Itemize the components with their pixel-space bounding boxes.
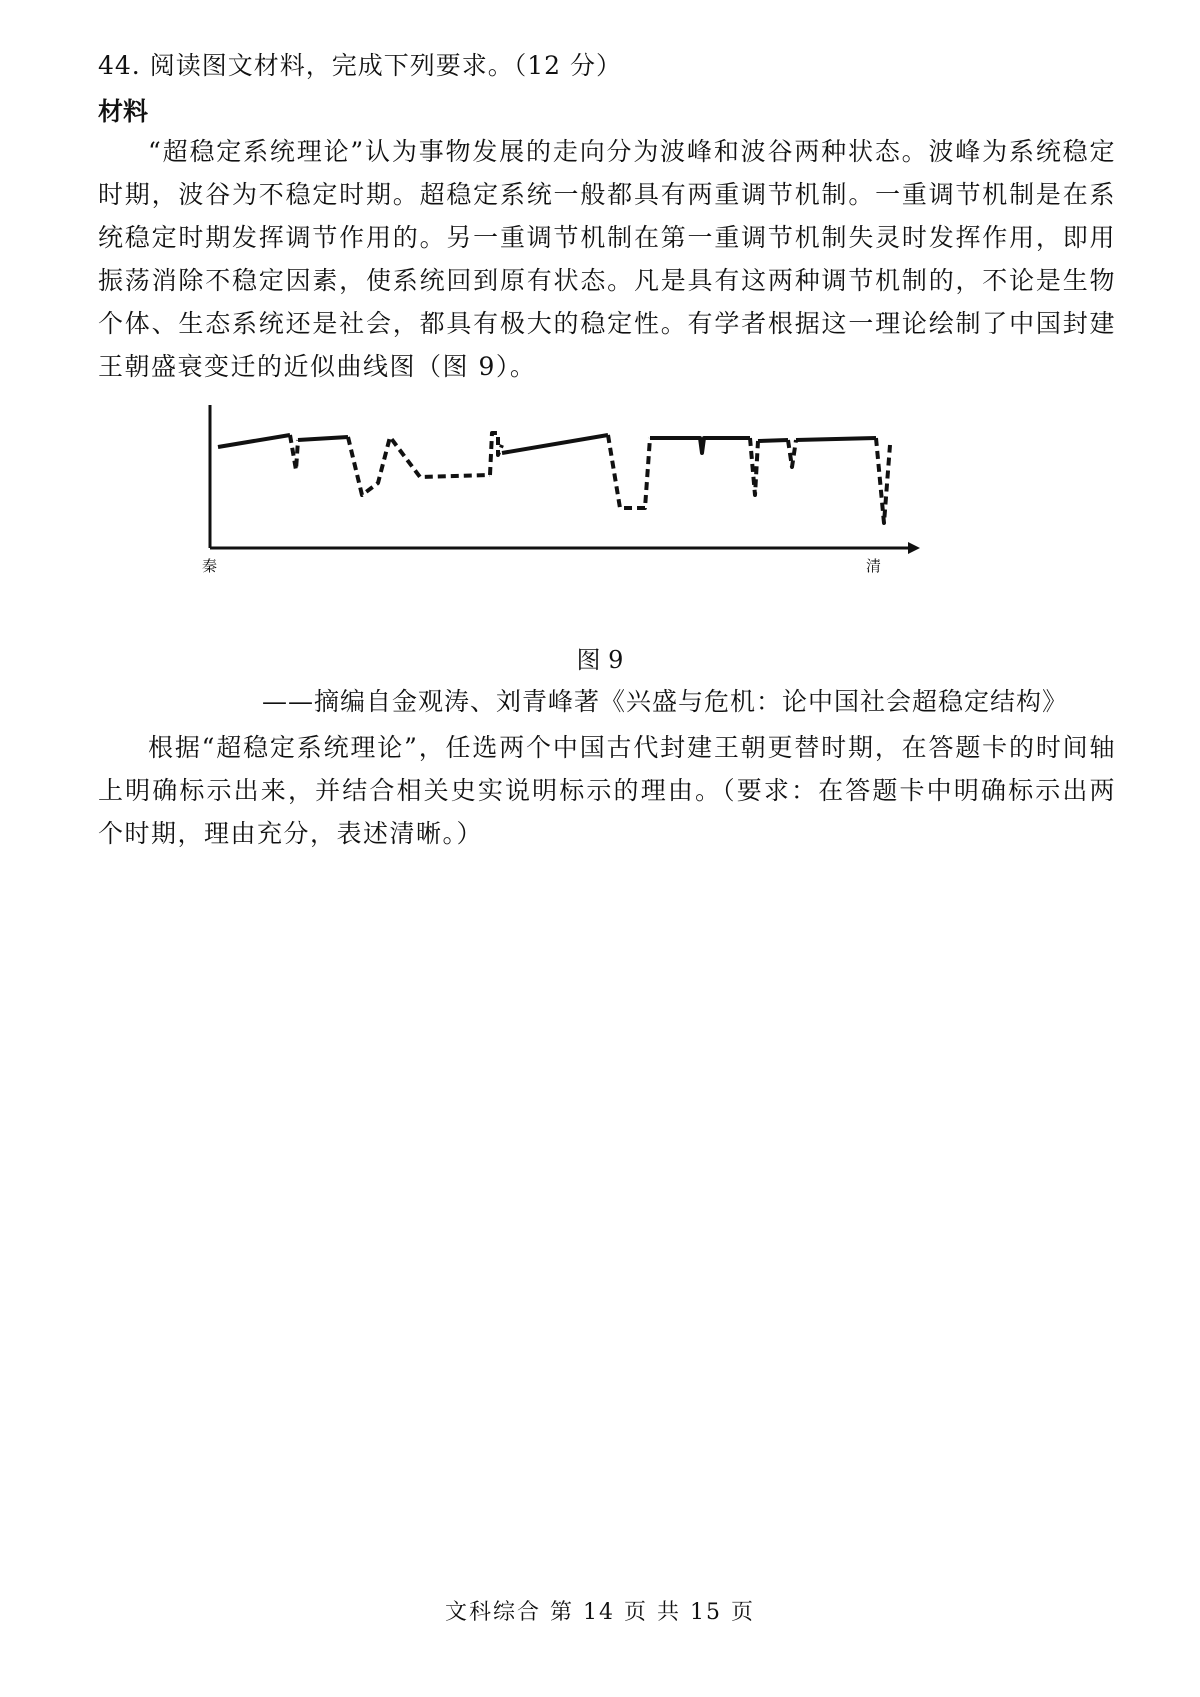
curve-segment-stable — [796, 438, 876, 440]
curve-segment-stable — [758, 440, 788, 441]
curve-segment-stable — [502, 435, 608, 453]
material-paragraph: “超稳定系统理论”认为事物发展的走向分为波峰和波谷两种状态。波峰为系统稳定时期，波谷为不稳定时期。超稳定系统一般都具有两重调节机制。一重调节机制是在系统稳定时期发挥调节作用的。另一重调节机制在第一重调节机制失灵时发挥作用，即用振荡消除不稳定因素，使系统回到原有状态。凡是具有这两种调节机制的，不论是生物个体、生态系统还是社会，都具有极大的稳定性。有学者根据这一理论绘制了中国封建王朝盛衰变迁的近似曲线图（图 9）。 — [98, 137, 1116, 381]
dynasty-cycle-figure — [190, 405, 1020, 655]
figure-caption: 图 9 — [576, 646, 624, 674]
x-axis — [210, 542, 920, 554]
y-axis — [204, 405, 216, 548]
curve-segment-unstable — [876, 438, 890, 523]
curve-segment-stable — [650, 438, 750, 453]
page-footer: 文科综合 第 14 页 共 15 页 — [445, 1600, 755, 1625]
curve-segment-unstable — [608, 435, 650, 508]
task-paragraph: 根据“超稳定系统理论”，任选两个中国古代封建王朝更替时期，在答题卡的时间轴上明确标示出来，并结合相关史实说明标示的理由。（要求：在答题卡中明确标示出两个时期，理由充分，表述清晰。） — [98, 733, 1116, 848]
curve-segment-unstable — [788, 440, 796, 467]
x-start-label: 秦 — [202, 557, 218, 575]
curve-segment-unstable — [750, 438, 758, 495]
question-title: 44. 阅读图文材料，完成下列要求。（12 分） — [98, 51, 622, 80]
curve-segment-unstable — [348, 437, 490, 495]
curve-segment-stable — [298, 437, 348, 440]
figure-source: ——摘编自金观涛、刘青峰著《兴盛与危机：论中国社会超稳定结构》 — [262, 687, 1069, 716]
x-end-label: 清 — [866, 557, 882, 575]
curve-segment-unstable — [490, 433, 502, 475]
curve-segment-unstable — [290, 435, 298, 470]
material-heading: 材料 — [98, 97, 149, 126]
curve-segment-stable — [218, 435, 290, 447]
dynasty-curve — [218, 433, 890, 523]
